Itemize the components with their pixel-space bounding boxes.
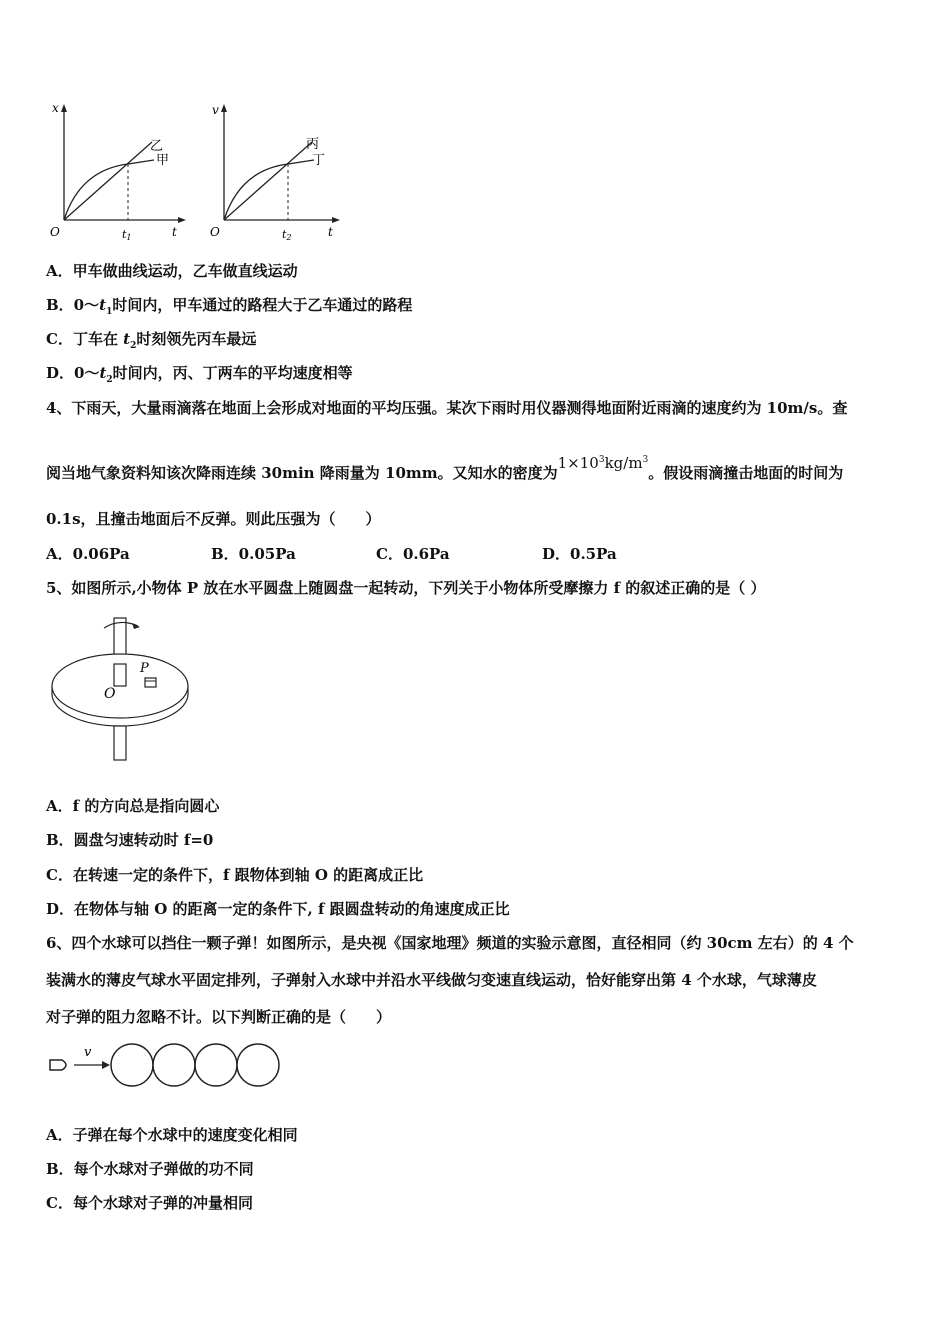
q4-option-c: C．0.6Pa xyxy=(376,545,450,563)
bullet-icon xyxy=(50,1060,66,1070)
vt-y-arrow xyxy=(221,104,227,112)
vt-label-bing: 丙 xyxy=(306,137,320,152)
water-balls-figure xyxy=(46,1040,286,1090)
vt-tick-label: t2 xyxy=(282,228,292,242)
xt-x-arrow xyxy=(178,217,186,223)
water-ball-4 xyxy=(237,1044,279,1086)
water-ball-3 xyxy=(195,1044,237,1086)
q4-stem-line1: 4、下雨天，大量雨滴落在地面上会形成对地面的平均压强。某次下雨时用仪器测得地面附近雨滴的速度约为 10m/s。查 xyxy=(46,399,848,417)
vt-origin-label: O xyxy=(210,225,220,239)
q6-stem-line2: 装满水的薄皮气球水平固定排列，子弹射入水球中并沿水平线做匀变速直线运动，恰好能穿出第 4 个水球，气球薄皮 xyxy=(46,971,817,989)
q5-option-a: A．f 的方向总是指向圆心 xyxy=(46,797,220,815)
xt-curve-jia xyxy=(64,160,154,220)
water-ball-2 xyxy=(153,1044,195,1086)
q4-option-a: A．0.06Pa xyxy=(46,545,130,563)
q6-option-c: C．每个水球对子弹的冲量相同 xyxy=(46,1194,253,1212)
xt-tick-label: t1 xyxy=(122,228,132,242)
shaft-bottom xyxy=(114,726,126,760)
label-o: O xyxy=(104,686,116,702)
vt-y-label: v xyxy=(212,103,219,117)
object-p xyxy=(145,678,156,687)
vt-curve-ding xyxy=(224,160,314,220)
rotation-arrowhead-icon xyxy=(132,623,140,629)
q4-stem-line3: 0.1s，且撞击地面后不反弹。则此压强为（ ） xyxy=(46,510,381,528)
label-v: v xyxy=(84,1045,92,1060)
xt-x-label: t xyxy=(172,225,177,239)
water-ball-1 xyxy=(111,1044,153,1086)
q5-stem: 5、如图所示,小物体 P 放在水平圆盘上随圆盘一起转动，下列关于小物体所受摩擦力 f 的叙述正确的是（ ） xyxy=(46,579,766,597)
q3-option-d: D．$0\sim t_2$时间内，丙、丁两车的平均速度相等 xyxy=(46,364,353,385)
xt-label-jia: 甲 xyxy=(156,153,170,168)
vt-x-label: t xyxy=(328,225,333,239)
xt-y-arrow xyxy=(61,104,67,112)
q4-stem-line2: 阅当地气象资料知该次降雨连续 30min 降雨量为 10mm。又知水的密度为$1\times 10^3kg/m^3$。假设雨滴撞击地面的时间为 xyxy=(46,454,844,482)
q6-stem-line3: 对子弹的阻力忽略不计。以下判断正确的是（ ） xyxy=(46,1008,392,1026)
q5-option-d: D．在物体与轴 O 的距离一定的条件下, f 跟圆盘转动的角速度成正比 xyxy=(46,900,510,918)
q4-option-d: D．0.5Pa xyxy=(542,545,617,563)
xt-label-yi: 乙 xyxy=(150,139,164,154)
vt-label-ding: 丁 xyxy=(312,153,326,168)
q6-option-b: B．每个水球对子弹做的功不同 xyxy=(46,1160,254,1178)
q5-option-b: B．圆盘匀速转动时 f=0 xyxy=(46,831,214,849)
q3-option-b: B．$0\sim t_1$时间内，甲车通过的路程大于乙车通过的路程 xyxy=(46,296,413,317)
q4-option-b: B．0.05Pa xyxy=(211,545,296,563)
velocity-arrowhead-icon xyxy=(102,1061,110,1069)
label-p: P xyxy=(140,661,149,676)
xt-graph xyxy=(40,98,190,243)
q3-option-c: C．丁车在 $t_2$时刻领先丙车最远 xyxy=(46,330,257,351)
shaft-on-disc xyxy=(114,664,126,686)
vt-line-bing xyxy=(224,142,312,220)
q5-option-c: C．在转速一定的条件下，f 跟物体到轴 O 的距离成正比 xyxy=(46,866,424,884)
water-density: $1\times 10^3kg/m^3$ xyxy=(557,454,649,472)
q6-option-a: A．子弹在每个水球中的速度变化相同 xyxy=(46,1126,298,1144)
q6-stem-line1: 6、四个水球可以挡住一颗子弹！如图所示，是央视《国家地理》频道的实验示意图，直径相同（约 30cm 左右）的 4 个 xyxy=(46,934,854,952)
rotating-disc-figure xyxy=(46,614,196,762)
xt-line-yi xyxy=(64,142,152,220)
xt-origin-label: O xyxy=(50,225,60,239)
vt-graph xyxy=(200,98,350,243)
vt-x-arrow xyxy=(332,217,340,223)
q3-option-a: A．甲车做曲线运动，乙车做直线运动 xyxy=(46,262,298,280)
xt-y-label: x xyxy=(52,101,59,115)
